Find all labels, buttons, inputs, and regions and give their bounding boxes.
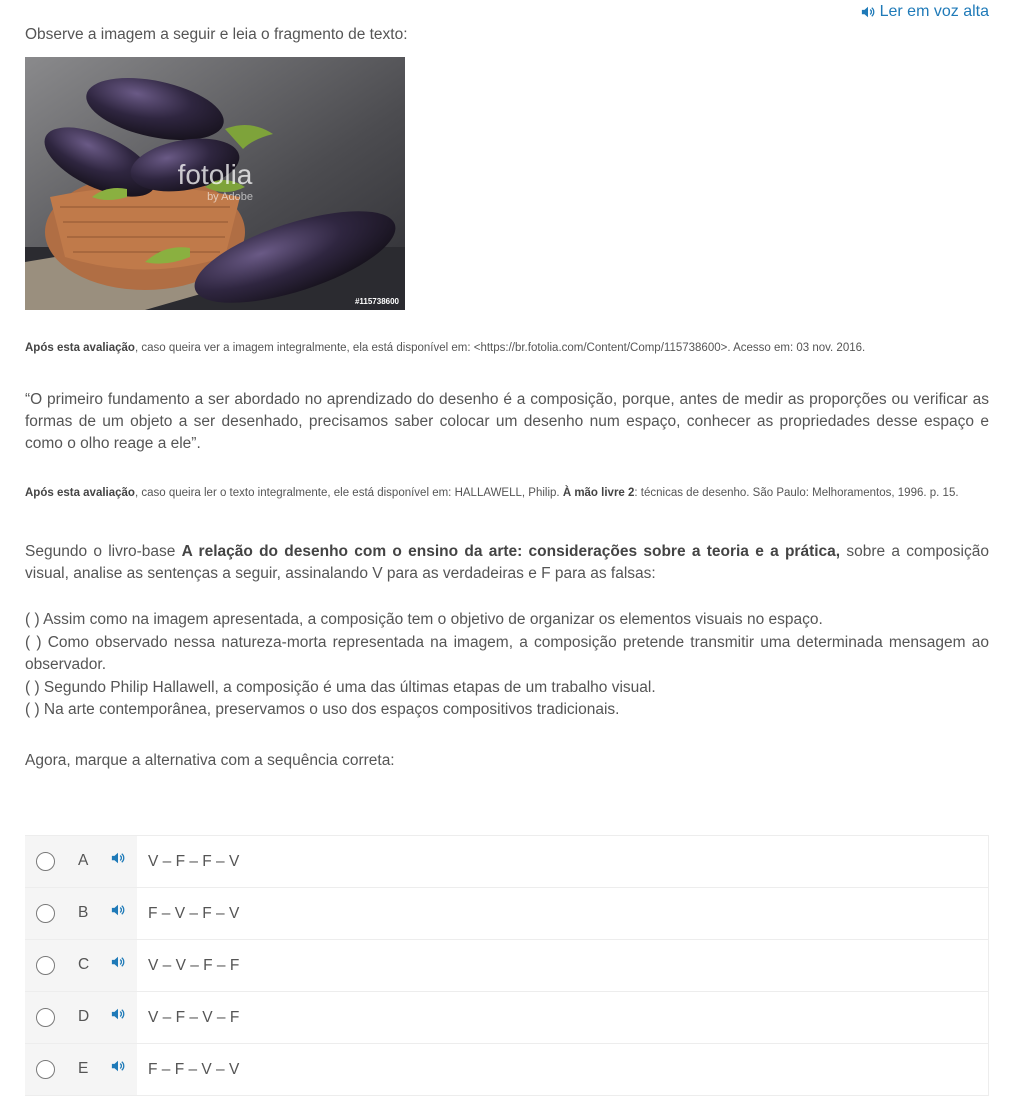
- question-pre: Segundo o livro-base: [25, 543, 182, 560]
- speaker-icon[interactable]: [111, 1059, 125, 1073]
- statement-item: ( ) Assim como na imagem apresentada, a composição tem o objetivo de organizar os elementos visuais no espaço.: [25, 611, 823, 628]
- option-e[interactable]: [25, 1044, 989, 1096]
- read-aloud-label: Ler em voz alta: [879, 3, 989, 20]
- intro-text: Observe a imagem a seguir e leia o fragmento de texto:: [25, 26, 408, 43]
- option-letter: D: [78, 1008, 90, 1025]
- option-text: F – V – F – V: [137, 888, 989, 939]
- option-text: V – F – F – V: [137, 836, 989, 887]
- source-rest: , caso queira ver a imagem integralmente, ela está disponível em: <https://br.fotolia.com/Content/Comp/115738600>. Acesso em: 03 nov. 2016.: [134, 342, 866, 354]
- book-title: À mão livre 2: [562, 487, 635, 499]
- question-text: [25, 541, 989, 585]
- radio-button-a[interactable]: [36, 852, 55, 871]
- option-letter: B: [78, 904, 89, 921]
- source-bold: Após esta avaliação: [25, 342, 135, 354]
- option-text: V – V – F – F: [137, 940, 989, 991]
- option-text: F – F – V – V: [137, 1044, 989, 1095]
- option-letter: C: [78, 956, 90, 973]
- answer-prompt: Agora, marque a alternativa com a sequência correta:: [25, 751, 395, 769]
- question-content: [25, 26, 989, 770]
- speaker-icon[interactable]: [111, 1007, 125, 1021]
- option-b[interactable]: [25, 888, 989, 940]
- read-aloud-button[interactable]: [861, 3, 989, 21]
- option-c[interactable]: [25, 940, 989, 992]
- option-letter: A: [78, 852, 89, 869]
- statement-item: ( ) Na arte contemporânea, preservamos o uso dos espaços compositivos tradicionais.: [25, 701, 620, 718]
- question-post: sobre a composição visual, analise as sentenças a seguir, assinalando V para as verdadeiras e F para as falsas:: [25, 543, 989, 582]
- option-text: V – F – V – F: [137, 992, 989, 1043]
- answer-options: [25, 835, 989, 1096]
- image-source-note: [25, 340, 989, 356]
- radio-button-d[interactable]: [36, 1008, 55, 1027]
- watermark-subtext: by Adobe: [207, 191, 253, 203]
- watermark-text: fotolia: [177, 159, 253, 190]
- statement-list: [25, 609, 989, 722]
- option-letter: E: [78, 1060, 89, 1077]
- statement-item: ( ) Como observado nessa natureza-morta representada na imagem, a composição pretende transmitir uma determinada mensagem ao observador.: [25, 633, 989, 673]
- radio-button-b[interactable]: [36, 904, 55, 923]
- radio-button-c[interactable]: [36, 956, 55, 975]
- quote-text: “O primeiro fundamento a ser abordado no aprendizado do desenho é a composição, porque, antes de medir as proporções ou verificar as formas de um objeto a ser desenhado, precisamos saber colocar um desenho num espaço, conhecer as propriedades desse espaço e como o olho reage a ele”.: [25, 391, 989, 452]
- speaker-icon[interactable]: [111, 955, 125, 969]
- eggplant-basket-image: [25, 57, 405, 310]
- option-a[interactable]: [25, 836, 989, 888]
- speaker-icon: [861, 5, 875, 19]
- speaker-icon[interactable]: [111, 851, 125, 865]
- speaker-icon[interactable]: [111, 903, 125, 917]
- option-d[interactable]: [25, 992, 989, 1044]
- source2-part1: , caso queira ler o texto integralmente, ele está disponível em: HALLAWELL, Philip.: [134, 487, 563, 499]
- text-source-note: [25, 485, 989, 501]
- image-id-label: #115738600: [354, 297, 399, 306]
- source2-bold: Após esta avaliação: [25, 487, 135, 499]
- radio-button-e[interactable]: [36, 1060, 55, 1079]
- statement-item: ( ) Segundo Philip Hallawell, a composição é uma das últimas etapas de um trabalho visual.: [25, 678, 656, 696]
- source2-part2: : técnicas de desenho. São Paulo: Melhoramentos, 1996. p. 15.: [634, 487, 959, 499]
- question-book: A relação do desenho com o ensino da arte: considerações sobre a teoria e a prática,: [181, 543, 841, 560]
